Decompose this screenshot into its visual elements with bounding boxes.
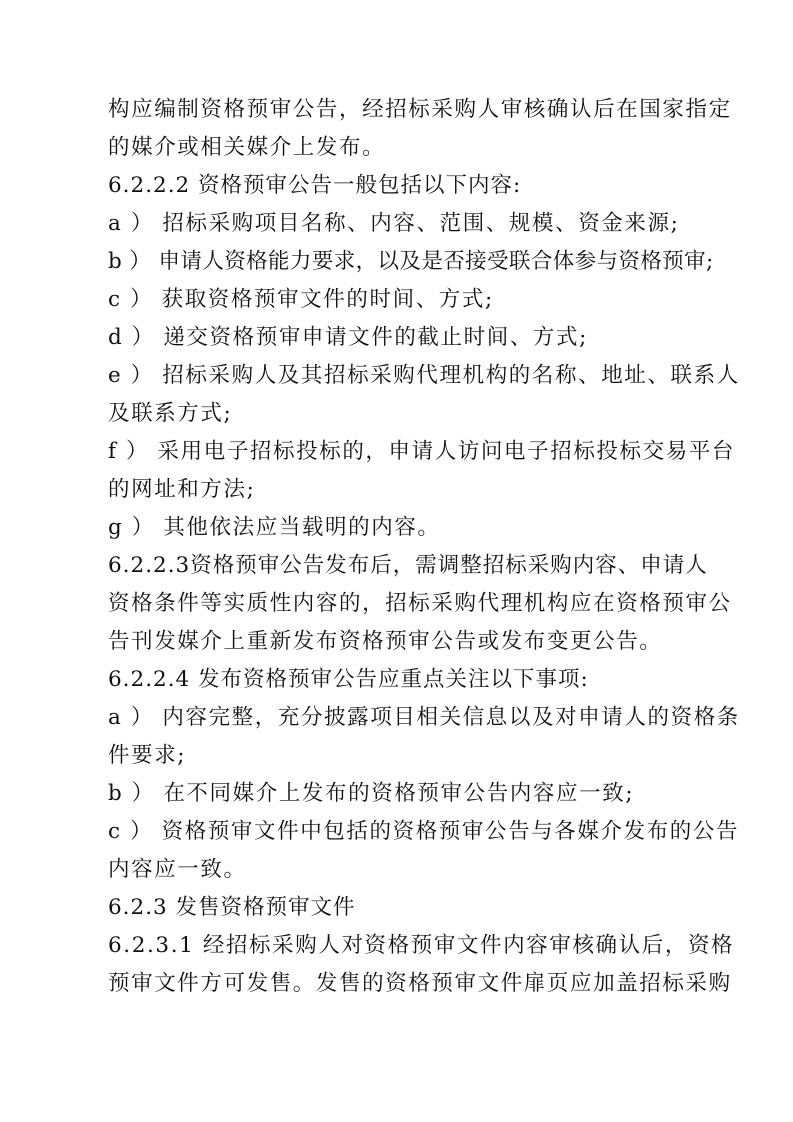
text-line: 构应编制资格预审公告，经招标采购人审核确认后在国家指定 — [108, 97, 732, 122]
text-line: 的媒介或相关媒介上发布。 — [108, 135, 386, 160]
list-item: d ） 递交资格预审申请文件的截止时间、方式; — [108, 325, 588, 350]
list-item: c ） 获取资格预审文件的时间、方式; — [108, 287, 494, 312]
text-line: 资格条件等实质性内容的，招标采购代理机构应在资格预审公 — [108, 591, 732, 616]
text-line: 的网址和方法; — [108, 477, 256, 502]
list-item: g ） 其他依法应当载明的内容。 — [108, 515, 441, 540]
section-heading: 6.2.2.4 发布资格预审公告应重点关注以下事项: — [108, 667, 589, 692]
list-item: b ） 申请人资格能力要求，以及是否接受联合体参与资格预审; — [108, 249, 714, 274]
list-item: b ） 在不同媒介上发布的资格预审公告内容应一致; — [108, 781, 635, 806]
list-item: a ） 内容完整，充分披露项目相关信息以及对申请人的资格条 — [108, 705, 740, 730]
text-line: 预审文件方可发售。发售的资格预审文件扉页应加盖招标采购 — [108, 971, 732, 996]
section-heading: 6.2.2.3资格预审公告发布后，需调整招标采购内容、申请人 — [108, 553, 708, 578]
text-line: 内容应一致。 — [108, 857, 247, 882]
text-line: 及联系方式; — [108, 401, 233, 426]
list-item: c ） 资格预审文件中包括的资格预审公告与各媒介发布的公告 — [108, 819, 740, 844]
list-item: f ） 采用电子招标投标的，申请人访问电子招标投标交易平台 — [108, 439, 736, 464]
text-line: 件要求; — [108, 743, 187, 768]
section-heading: 6.2.3.1 经招标采购人对资格预审文件内容审核确认后，资格 — [108, 933, 735, 958]
section-heading: 6.2.3 发售资格预审文件 — [108, 895, 356, 920]
section-heading: 6.2.2.2 资格预审公告一般包括以下内容: — [108, 173, 522, 198]
list-item: e ） 招标采购人及其招标采购代理机构的名称、地址、联系人 — [108, 363, 740, 388]
text-line: 告刊发媒介上重新发布资格预审公告或发布变更公告。 — [108, 629, 663, 654]
list-item: a ） 招标采购项目名称、内容、范围、规模、资金来源; — [108, 211, 680, 236]
